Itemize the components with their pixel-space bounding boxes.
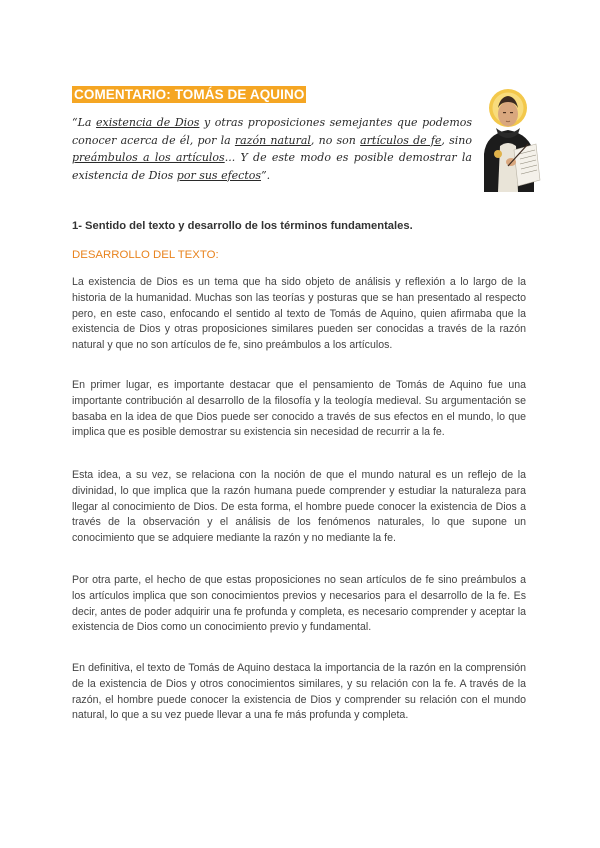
- paragraph: Esta idea, a su vez, se relaciona con la noción de que el mundo natural es un reflejo de la divinidad, lo que implica que la razón humana puede comprender y estudiar la naturaleza para llegar al conocimiento de Dios. De esta forma, el hombre puede conocer la existencia de Dios a través de la observación y el análisis de los fenómenos naturales, lo que supone un conocimiento que se adquiere mediante la razón y no mediante la fe.: [72, 469, 526, 545]
- quote-underlined-term: preámbulos a los artículos: [72, 151, 225, 165]
- quote-text: , no son: [310, 133, 361, 147]
- quote-block: [72, 114, 472, 184]
- quote-text: ... Y de este modo es posible demostrar la existencia de Dios: [72, 151, 472, 182]
- quote-text: “La: [72, 116, 97, 129]
- paragraph: En primer lugar, es importante destacar que el pensamiento de Tomás de Aquino fue una importante contribución al desarrollo de la filosofía y la teología medieval. Su argumentación se basaba en la idea de que Dios puede ser conocido a través de sus efectos en el mundo, lo que implica que es posible demostrar su existencia sin necesidad de recurrir a la fe.: [72, 379, 526, 439]
- document-title: COMENTARIO: TOMÁS DE AQUINO: [74, 87, 305, 102]
- section-heading: 1- Sentido del texto y desarrollo de los términos fundamentales.: [72, 220, 413, 232]
- quote-underlined-term: existencia de Dios: [96, 116, 200, 129]
- quote-text: , sino: [441, 133, 472, 147]
- paragraph: La existencia de Dios es un tema que ha sido objeto de análisis y reflexión a lo largo de la historia de la humanidad. Muchas son las teorías y posturas que se han presentado al respecto pero, en este caso, enfocando el sentido al texto de Tomás de Aquino, quien afirmaba que la existencia de Dios y otras proposiciones similares pueden ser conocidas a través de la razón natural y que no son artículos de fe, sino preámbulos a los artículos.: [72, 276, 526, 352]
- quote-underlined-term: artículos de fe: [360, 133, 442, 147]
- quote-text: ”.: [261, 168, 271, 182]
- paragraph: Por otra parte, el hecho de que estas proposiciones no sean artículos de fe sino preámbulos a los artículos implica que son conocimientos previos y necesarios para el desarrollo de la fe. Es decir, antes de poder adquirir una fe profunda y completa, es necesario comprender y aceptar la existencia de Dios como un conocimiento previo y fundamental.: [72, 574, 526, 634]
- quote-text: y otras proposiciones semejantes que podemos conocer acerca de él, por la: [72, 116, 473, 147]
- saint-portrait-image: [478, 88, 542, 192]
- subheading: DESARROLLO DEL TEXTO:: [72, 249, 219, 261]
- quote-underlined-term: razón natural: [234, 133, 311, 147]
- quote-underlined-term: por sus efectos: [176, 168, 262, 182]
- paragraph: En definitiva, el texto de Tomás de Aquino destaca la importancia de la razón en la comprensión de la existencia de Dios y otros conocimientos similares, y su relación con la fe. A través de la razón, el hombre puede conocer la existencia de Dios y comprender su relación con el mundo natural, lo que a su vez puede llevar a una fe más profunda y completa.: [72, 662, 526, 722]
